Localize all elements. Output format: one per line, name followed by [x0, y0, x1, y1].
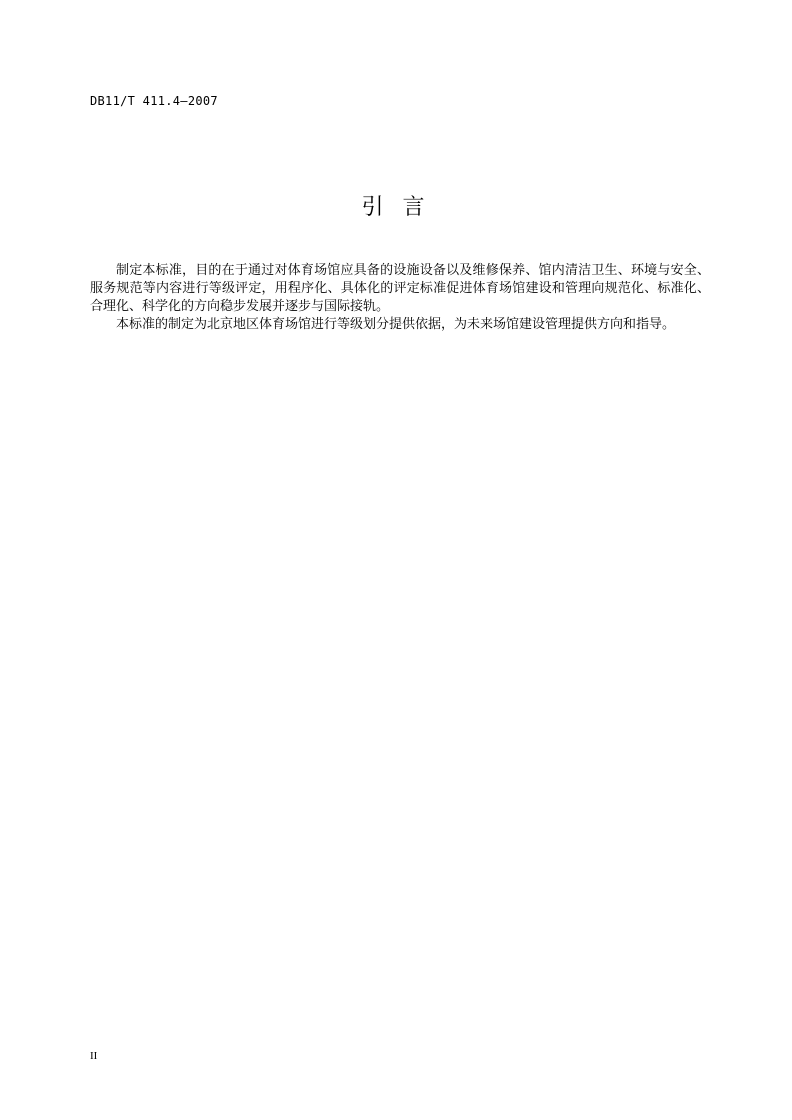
body-text [90, 262, 710, 334]
document-code: DB11/T 411.4—2007 [90, 94, 218, 108]
page-number: II [90, 1050, 98, 1062]
page-title: 引 言 [361, 195, 431, 220]
paragraph-scope: 本标准的制定为北京地区体育场馆进行等级划分提供依据，为未来场馆建设管理提供方向和指导。 [116, 317, 676, 332]
paragraph-purpose: 制定本标准，目的在于通过对体育场馆应具备的设施设备以及维修保养、馆内清洁卫生、环境与安全、服务规范等内容进行等级评定，用程序化、具体化的评定标准促进体育场馆建设和管理向规范化、标准化、合理化、科学化的方向稳步发展并逐步与国际接轨。 [90, 263, 710, 314]
